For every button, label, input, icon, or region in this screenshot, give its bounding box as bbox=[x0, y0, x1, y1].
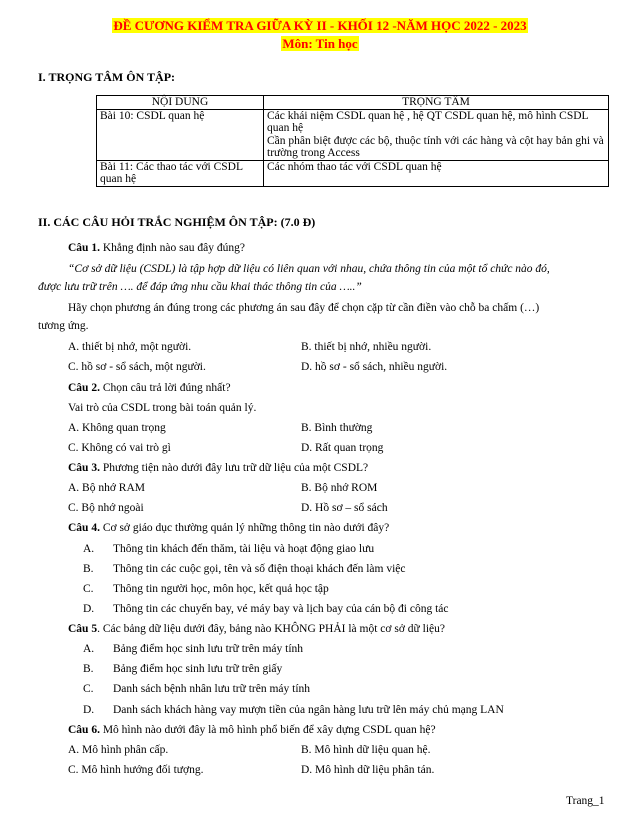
question-2 bbox=[68, 382, 231, 394]
q5-option-letter: A. bbox=[83, 643, 95, 655]
subject-text: Môn: Tin học bbox=[282, 36, 358, 51]
section-1-heading: I. TRỌNG TÂM ÔN TẬP: bbox=[38, 70, 176, 84]
table-header-content: NỘI DUNG bbox=[97, 96, 264, 110]
q6-option-d: D. Mô hình dữ liệu phân tán. bbox=[301, 764, 435, 776]
topics-table bbox=[96, 95, 609, 187]
table-cell-content: Bài 11: Các thao tác với CSDL quan hệ bbox=[97, 160, 264, 186]
q1-quote-line-1: “Cơ sở dữ liệu (CSDL) là tập hợp dữ liệu có liên quan với nhau, chứa thông tin của một tổ chức nào đó, bbox=[68, 263, 550, 275]
table-cell-content: Bài 10: CSDL quan hệ bbox=[97, 109, 264, 160]
q1-option-a: A. thiết bị nhớ, một người. bbox=[68, 341, 192, 353]
question-4 bbox=[68, 522, 389, 534]
q4-option-text: Thông tin khách đến thăm, tài liệu và hoạt động giao lưu bbox=[113, 543, 375, 555]
q1-option-d: D. hồ sơ - sổ sách, nhiều người. bbox=[301, 361, 448, 373]
q5-option-text: Danh sách khách hàng vay mượn tiền của ngân hàng lưu trữ lên máy chủ mạng LAN bbox=[113, 704, 504, 716]
q1-option-b: B. thiết bị nhớ, nhiều người. bbox=[301, 341, 432, 353]
q5-option-text: Bảng điểm học sinh lưu trữ trên máy tính bbox=[113, 643, 304, 655]
document-title-text: ĐỀ CƯƠNG KIỂM TRA GIỮA KỲ II - KHỐI 12 -NĂM HỌC 2022 - 2023 bbox=[113, 18, 527, 33]
question-text: Phương tiện nào dưới đây lưu trữ dữ liệu của một CSDL? bbox=[99, 462, 369, 474]
q1-option-c: C. hồ sơ - sổ sách, một người. bbox=[68, 361, 206, 373]
q6-option-a: A. Mô hình phân cấp. bbox=[68, 744, 169, 756]
subject-line bbox=[0, 36, 640, 52]
q3-option-d: D. Hồ sơ – sổ sách bbox=[301, 502, 388, 514]
q3-option-a: A. Bộ nhớ RAM bbox=[68, 482, 146, 494]
focus-item: Các khái niệm CSDL quan hệ , hệ QT CSDL quan hệ, mô hình CSDL quan hệ bbox=[267, 109, 589, 134]
q1-quote-line-2: được lưu trữ trên …. để đáp ứng nhu cầu khai thác thông tin của …..” bbox=[38, 281, 362, 293]
section-2-heading: II. CÁC CÂU HỎI TRẮC NGHIỆM ÔN TẬP: (7.0 Đ) bbox=[38, 215, 316, 229]
question-3 bbox=[68, 462, 368, 474]
q5-option-letter: B. bbox=[83, 663, 94, 675]
page-number: Trang_1 bbox=[566, 795, 605, 807]
q5-option-text: Danh sách bệnh nhân lưu trữ trên máy tính bbox=[113, 683, 311, 695]
focus-item: Các nhóm thao tác với CSDL quan hệ bbox=[267, 160, 442, 173]
q4-option-letter: C. bbox=[83, 583, 94, 595]
q1-instruction-line-2: tương ứng. bbox=[38, 320, 89, 332]
q2-option-a: A. Không quan trọng bbox=[68, 422, 166, 434]
table-row bbox=[97, 109, 609, 160]
question-label: Câu 3. bbox=[68, 462, 100, 474]
question-text: Khẳng định nào sau đây đúng? bbox=[99, 242, 245, 254]
q5-option-letter: D. bbox=[83, 704, 95, 716]
q6-option-b: B. Mô hình dữ liệu quan hệ. bbox=[301, 744, 431, 756]
table-row bbox=[97, 160, 609, 186]
focus-item: Cần phân biệt được các bộ, thuộc tính với các hàng và cột hay bản ghi và trường trong Access bbox=[267, 134, 604, 159]
document-title bbox=[0, 18, 640, 34]
q4-option-letter: D. bbox=[83, 603, 95, 615]
q2-option-b: B. Bình thường bbox=[301, 422, 373, 434]
question-5 bbox=[68, 623, 445, 635]
q1-instruction-line-1: Hãy chọn phương án đúng trong các phương án sau đây để chọn cặp từ cần điền vào chỗ ba chấm (…) bbox=[68, 302, 540, 314]
q4-option-text: Thông tin các chuyến bay, vé máy bay và lịch bay của cán bộ đi công tác bbox=[113, 603, 449, 615]
q2-option-c: C. Không có vai trò gì bbox=[68, 442, 171, 454]
question-text: . Các bảng dữ liệu dưới đây, bảng nào KHÔNG PHẢI là một cơ sở dữ liệu? bbox=[97, 623, 445, 635]
q2-option-d: D. Rất quan trọng bbox=[301, 442, 384, 454]
table-cell-focus bbox=[264, 109, 609, 160]
question-text: Mô hình nào dưới đây là mô hình phổ biến để xây dựng CSDL quan hệ? bbox=[99, 724, 436, 736]
table-header-focus: TRỌNG TÂM bbox=[264, 96, 609, 110]
question-label: Câu 1. bbox=[68, 242, 100, 254]
question-6 bbox=[68, 724, 436, 736]
question-text: Cơ sở giáo dục thường quản lý những thông tin nào dưới đây? bbox=[99, 522, 390, 534]
question-1 bbox=[68, 242, 245, 254]
q4-option-letter: A. bbox=[83, 543, 95, 555]
question-label: Câu 2. bbox=[68, 382, 100, 394]
q6-option-c: C. Mô hình hướng đối tượng. bbox=[68, 764, 204, 776]
table-header-row bbox=[97, 96, 609, 110]
q3-option-c: C. Bộ nhớ ngoài bbox=[68, 502, 144, 514]
q4-option-text: Thông tin các cuộc gọi, tên và số điện thoại khách đến làm việc bbox=[113, 563, 406, 575]
q4-option-text: Thông tin người học, môn học, kết quả học tập bbox=[113, 583, 329, 595]
q5-option-text: Bảng điểm học sinh lưu trữ trên giấy bbox=[113, 663, 283, 675]
question-label: Câu 4. bbox=[68, 522, 100, 534]
q3-option-b: B. Bộ nhớ ROM bbox=[301, 482, 378, 494]
question-label: Câu 5 bbox=[68, 623, 98, 635]
q4-option-letter: B. bbox=[83, 563, 94, 575]
question-label: Câu 6. bbox=[68, 724, 100, 736]
question-text: Chọn câu trả lời đúng nhất? bbox=[99, 382, 231, 394]
table-cell-focus bbox=[264, 160, 609, 186]
q5-option-letter: C. bbox=[83, 683, 94, 695]
q2-subtext: Vai trò của CSDL trong bài toán quản lý. bbox=[68, 402, 257, 414]
